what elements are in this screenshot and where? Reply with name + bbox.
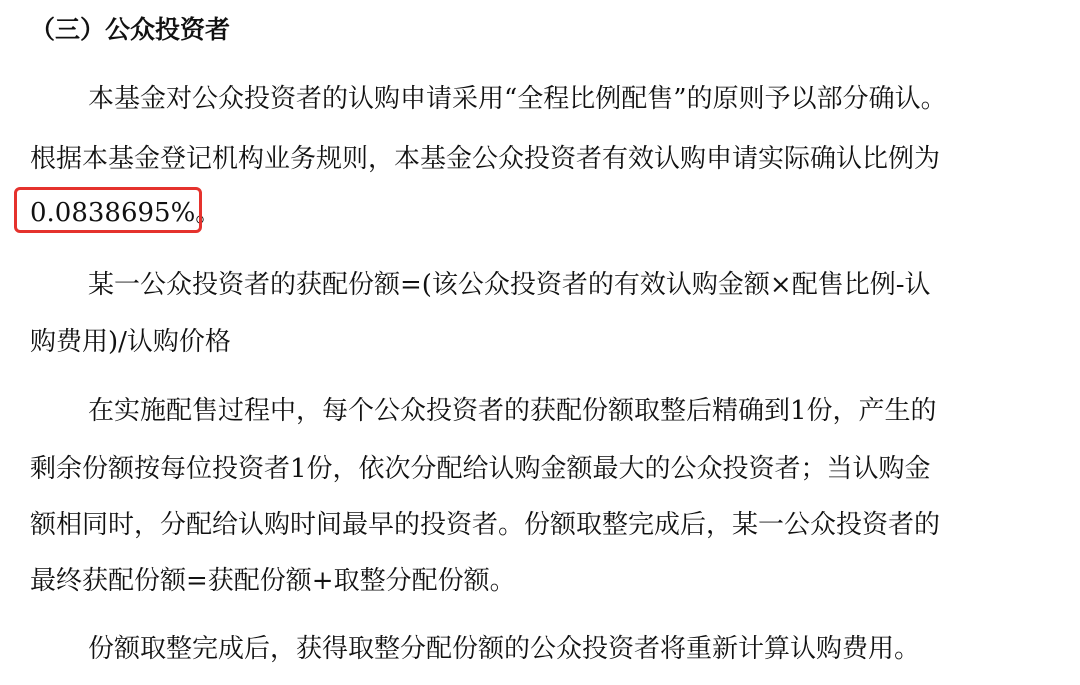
section-heading: （三）公众投资者 [30, 15, 231, 44]
paragraph-3-line-2: 剩余份额按每位投资者1份，依次分配给认购金额最大的公众投资者；当认购金 [30, 454, 931, 484]
paragraph-1-line-1: 本基金对公众投资者的认购申请采用“全程比例配售”的原则予以部分确认。 [88, 84, 947, 114]
paragraph-3-line-1: 在实施配售过程中，每个公众投资者的获配份额取整后精确到1份，产生的 [88, 396, 937, 426]
paragraph-3-line-3: 额相同时，分配给认购时间最早的投资者。份额取整完成后，某一公众投资者的 [30, 510, 941, 540]
confirmation-ratio-value: 0.0838695%。 [30, 198, 222, 228]
paragraph-3-line-4: 最终获配份额=获配份额+取整分配份额。 [30, 566, 516, 596]
paragraph-2-line-2: 购费用)/认购价格 [30, 327, 231, 357]
paragraph-2-line-1: 某一公众投资者的获配份额=(该公众投资者的有效认购金额×配售比例-认 [88, 270, 931, 300]
ratio-highlight-box [14, 187, 202, 233]
paragraph-1-line-2: 根据本基金登记机构业务规则，本基金公众投资者有效认购申请实际确认比例为 [30, 144, 941, 174]
paragraph-4-line-1: 份额取整完成后，获得取整分配份额的公众投资者将重新计算认购费用。 [88, 634, 921, 664]
